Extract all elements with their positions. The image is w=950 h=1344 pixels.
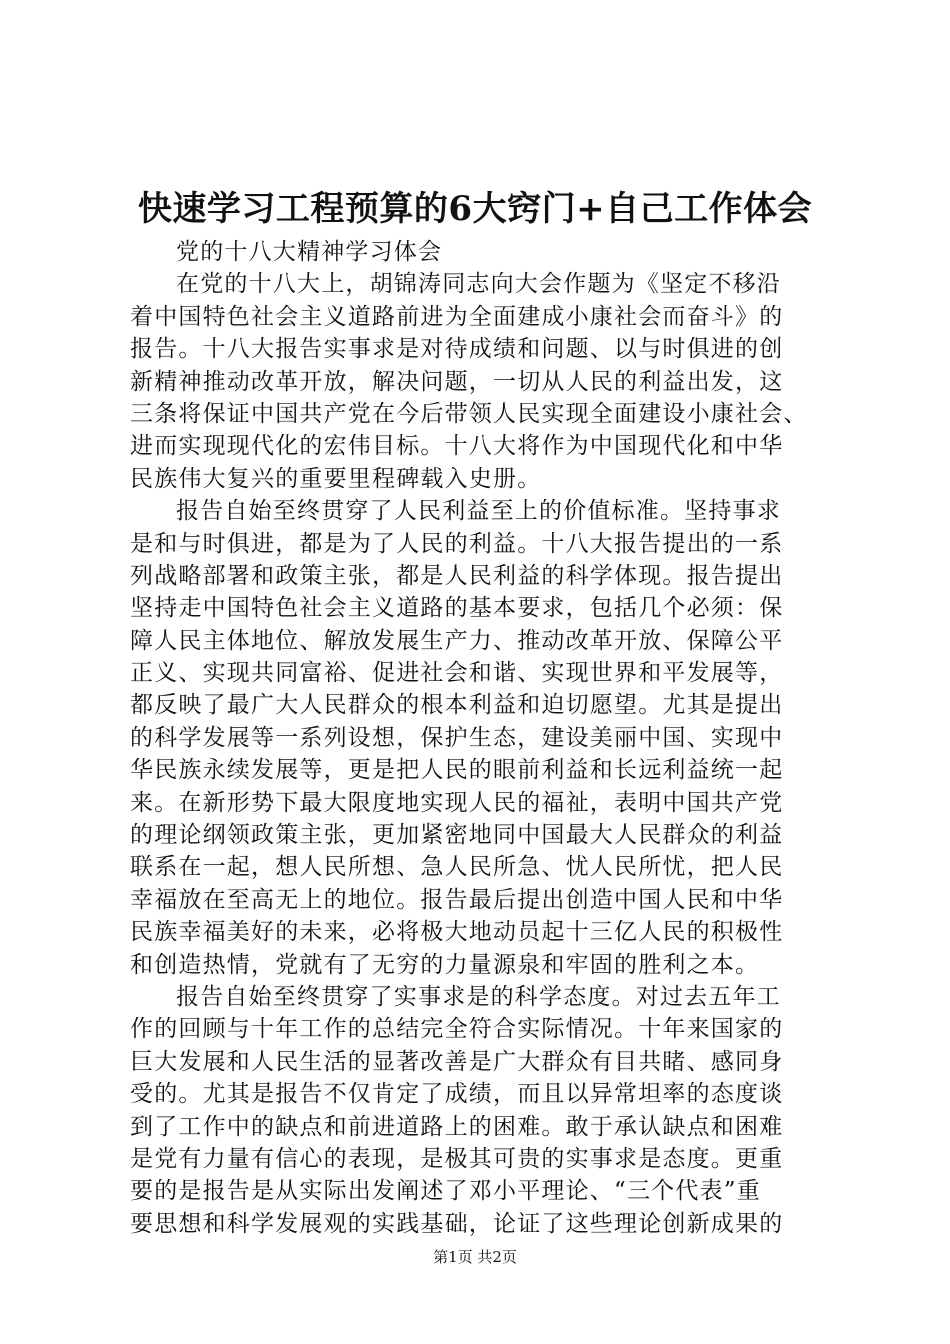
text-line: 报告自始至终贯穿了人民利益至上的价值标准。坚持事求 xyxy=(176,498,781,525)
text-line: 的理论纲领政策主张，更加紧密地同中国最大人民群众的利益 xyxy=(130,822,784,849)
text-line: 民族伟大复兴的重要里程碑载入史册。 xyxy=(130,465,542,492)
text-line: 新精神推动改革开放，解决问题，一切从人民的利益出发，这 xyxy=(130,368,784,395)
text-line: 着中国特色社会主义道路前进为全面建成小康社会而奋斗》的 xyxy=(130,303,784,330)
text-line: 作的回顾与十年工作的总结完全符合实际情况。十年来国家的 xyxy=(130,1016,784,1043)
text-line: 和创造热情，党就有了无穷的力量源泉和牢固的胜利之本。 xyxy=(130,951,760,978)
text-line: 华民族永续发展等，更是把人民的眼前利益和长远利益统一起 xyxy=(130,757,784,784)
text-line: 要的是报告是从实际出发阐述了邓小平理论、“三个代表”重 xyxy=(130,1178,761,1205)
text-line: 受的。尤其是报告不仅肯定了成绩，而且以异常坦率的态度谈 xyxy=(130,1081,784,1108)
text-line: 正义、实现共同富裕、促进社会和谐、实现世界和平发展等， xyxy=(130,660,784,687)
text-line: 巨大发展和人民生活的显著改善是广大群众有目共睹、感同身 xyxy=(130,1048,784,1075)
text-line: 联系在一起，想人民所想、急人民所急、忧人民所忧，把人民 xyxy=(130,854,784,881)
text-line: 报告自始至终贯穿了实事求是的科学态度。对过去五年工 xyxy=(176,983,781,1010)
paragraph-lines xyxy=(130,268,830,1240)
document-title: 快速学习工程预算的6大窍门+自己工作体会 xyxy=(137,189,813,229)
text-line: 障人民主体地位、解放发展生产力、推动改革开放、保障公平 xyxy=(130,627,784,654)
text-line: 是党有力量有信心的表现，是极其可贵的实事求是态度。更重 xyxy=(130,1145,784,1172)
text-line: 民族幸福美好的未来，必将极大地动员起十三亿人民的积极性 xyxy=(130,919,784,946)
text-line: 都反映了最广大人民群众的根本利益和迫切愿望。尤其是提出 xyxy=(130,692,784,719)
text-line: 坚持走中国特色社会主义道路的基本要求，包括几个必须：保 xyxy=(130,595,784,622)
text-line: 报告。十八大报告实事求是对待成绩和问题、以与时俱进的创 xyxy=(130,336,784,363)
text-line: 的科学发展等一系列设想，保护生态，建设美丽中国、实现中 xyxy=(130,724,784,751)
text-line: 三条将保证中国共产党在今后带领人民实现全面建设小康社会、 xyxy=(130,400,808,427)
text-line: 到了工作中的缺点和前进道路上的困难。敢于承认缺点和困难 xyxy=(130,1113,784,1140)
document-subtitle: 党的十八大精神学习体会 xyxy=(176,239,443,265)
text-line: 幸福放在至高无上的地位。报告最后提出创造中国人民和中华 xyxy=(130,886,784,913)
text-line: 来。在新形势下最大限度地实现人民的福祉，表明中国共产党 xyxy=(130,789,784,816)
page-footer: 第1页 共2页 xyxy=(433,1248,517,1266)
text-line: 列战略部署和政策主张，都是人民利益的科学体现。报告提出 xyxy=(130,562,784,589)
text-line: 是和与时俱进，都是为了人民的利益。十八大报告提出的一系 xyxy=(130,530,784,557)
text-line: 在党的十八大上，胡锦涛同志向大会作题为《坚定不移沿 xyxy=(176,271,781,298)
text-line: 进而实现现代化的宏伟目标。十八大将作为中国现代化和中华 xyxy=(130,433,784,460)
text-line: 要思想和科学发展观的实践基础，论证了这些理论创新成果的 xyxy=(130,1210,784,1237)
document-body xyxy=(130,236,830,1240)
